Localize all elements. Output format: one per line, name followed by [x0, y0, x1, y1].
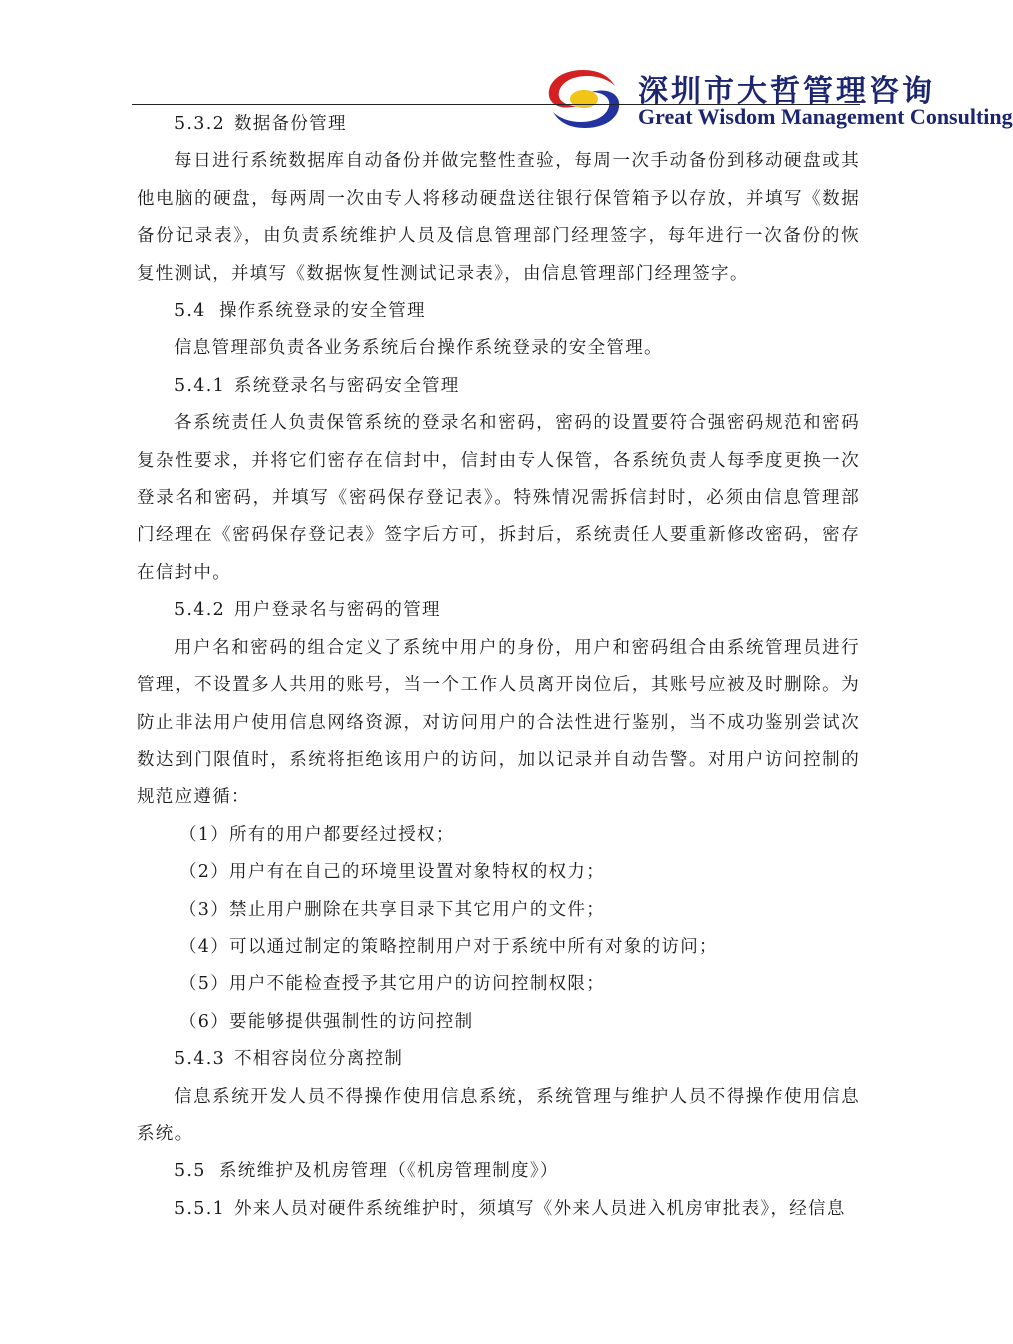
- section-number: 5.4.3: [174, 1049, 226, 1070]
- heading-5-4-1: [137, 368, 860, 405]
- section-number: 5.5: [174, 1161, 206, 1182]
- section-title: 不相容岗位分离控制: [234, 1049, 404, 1070]
- section-number: 5.5.1: [174, 1198, 226, 1219]
- paragraph-5-4: 信息管理部负责各业务系统后台操作系统登录的安全管理。: [174, 338, 663, 359]
- list-item: （3）禁止用户删除在共享目录下其它用户的文件；: [179, 899, 606, 920]
- list-item: （1）所有的用户都要经过授权；: [179, 824, 455, 845]
- paragraph-5-4-1: 各系统责任人负责保管系统的登录名和密码，密码的设置要符合强密码规范和密码复杂性要求，并将它们密存在信封中，信封由专人保管，各系统负责人每季度更换一次登录名和密码，并填写《密码保存登记表》。特殊情况需拆信封时，必须由信息管理部门经理在《密码保存登记表》签字后方可，拆封后，系统责任人要重新修改密码，密存在信封中。: [137, 413, 860, 583]
- heading-5-3-2: [137, 106, 860, 143]
- heading-5-5: [137, 1153, 860, 1190]
- section-body: 外来人员对硬件系统维护时，须填写《外来人员进入机房审批表》，经信息: [234, 1198, 846, 1219]
- section-number: 5.4.2: [174, 600, 226, 621]
- heading-5-4-2: [137, 592, 860, 629]
- section-title: 系统维护及机房管理（《机房管理制度》）: [219, 1161, 559, 1182]
- paragraph-5-4-3: 信息系统开发人员不得操作使用信息系统，系统管理与维护人员不得操作使用信息系统。: [137, 1086, 860, 1144]
- section-title: 操作系统登录的安全管理: [219, 301, 426, 322]
- section-title: 用户登录名与密码的管理: [234, 600, 441, 621]
- list-item: （4）可以通过制定的策略控制用户对于系统中所有对象的访问；: [179, 936, 718, 957]
- brand-name-chinese: 深圳市大哲管理咨询: [638, 74, 935, 109]
- heading-5-4-3: [137, 1041, 860, 1078]
- heading-5-5-1: [137, 1191, 860, 1228]
- section-title: 系统登录名与密码安全管理: [234, 375, 460, 396]
- list-item: （6）要能够提供强制性的访问控制: [179, 1011, 474, 1032]
- brand-name-english: Great Wisdom Management Consulting: [638, 104, 1013, 129]
- section-number: 5.4: [174, 301, 206, 322]
- document-body: [137, 104, 860, 1228]
- section-number: 5.3.2: [174, 114, 226, 134]
- section-number: 5.4.1: [174, 375, 226, 396]
- paragraph-5-3-2: 每日进行系统数据库自动备份并做完整性查验，每周一次手动备份到移动硬盘或其他电脑的硬盘，每两周一次由专人将移动硬盘送往银行保管箱予以存放，并填写《数据备份记录表》，由负责系统维护人员及信息管理部门经理签字，每年进行一次备份的恢复性测试，并填写《数据恢复性测试记录表》，由信息管理部门经理签字。: [137, 151, 860, 284]
- section-title: 数据备份管理: [234, 114, 347, 134]
- paragraph-5-4-2: 用户名和密码的组合定义了系统中用户的身份，用户和密码组合由系统管理员进行管理，不设置多人共用的账号，当一个工作人员离开岗位后，其账号应被及时删除。为防止非法用户使用信息网络资源，对访问用户的合法性进行鉴别，当不成功鉴别尝试次数达到门限值时，系统将拒绝该用户的访问，加以记录并自动告警。对用户访问控制的规范应遵循：: [137, 637, 860, 808]
- heading-5-4: [137, 293, 860, 330]
- list-item: （2）用户有在自己的环境里设置对象特权的权力；: [179, 862, 606, 883]
- list-item: （5）用户不能检查授予其它用户的访问控制权限；: [179, 974, 606, 995]
